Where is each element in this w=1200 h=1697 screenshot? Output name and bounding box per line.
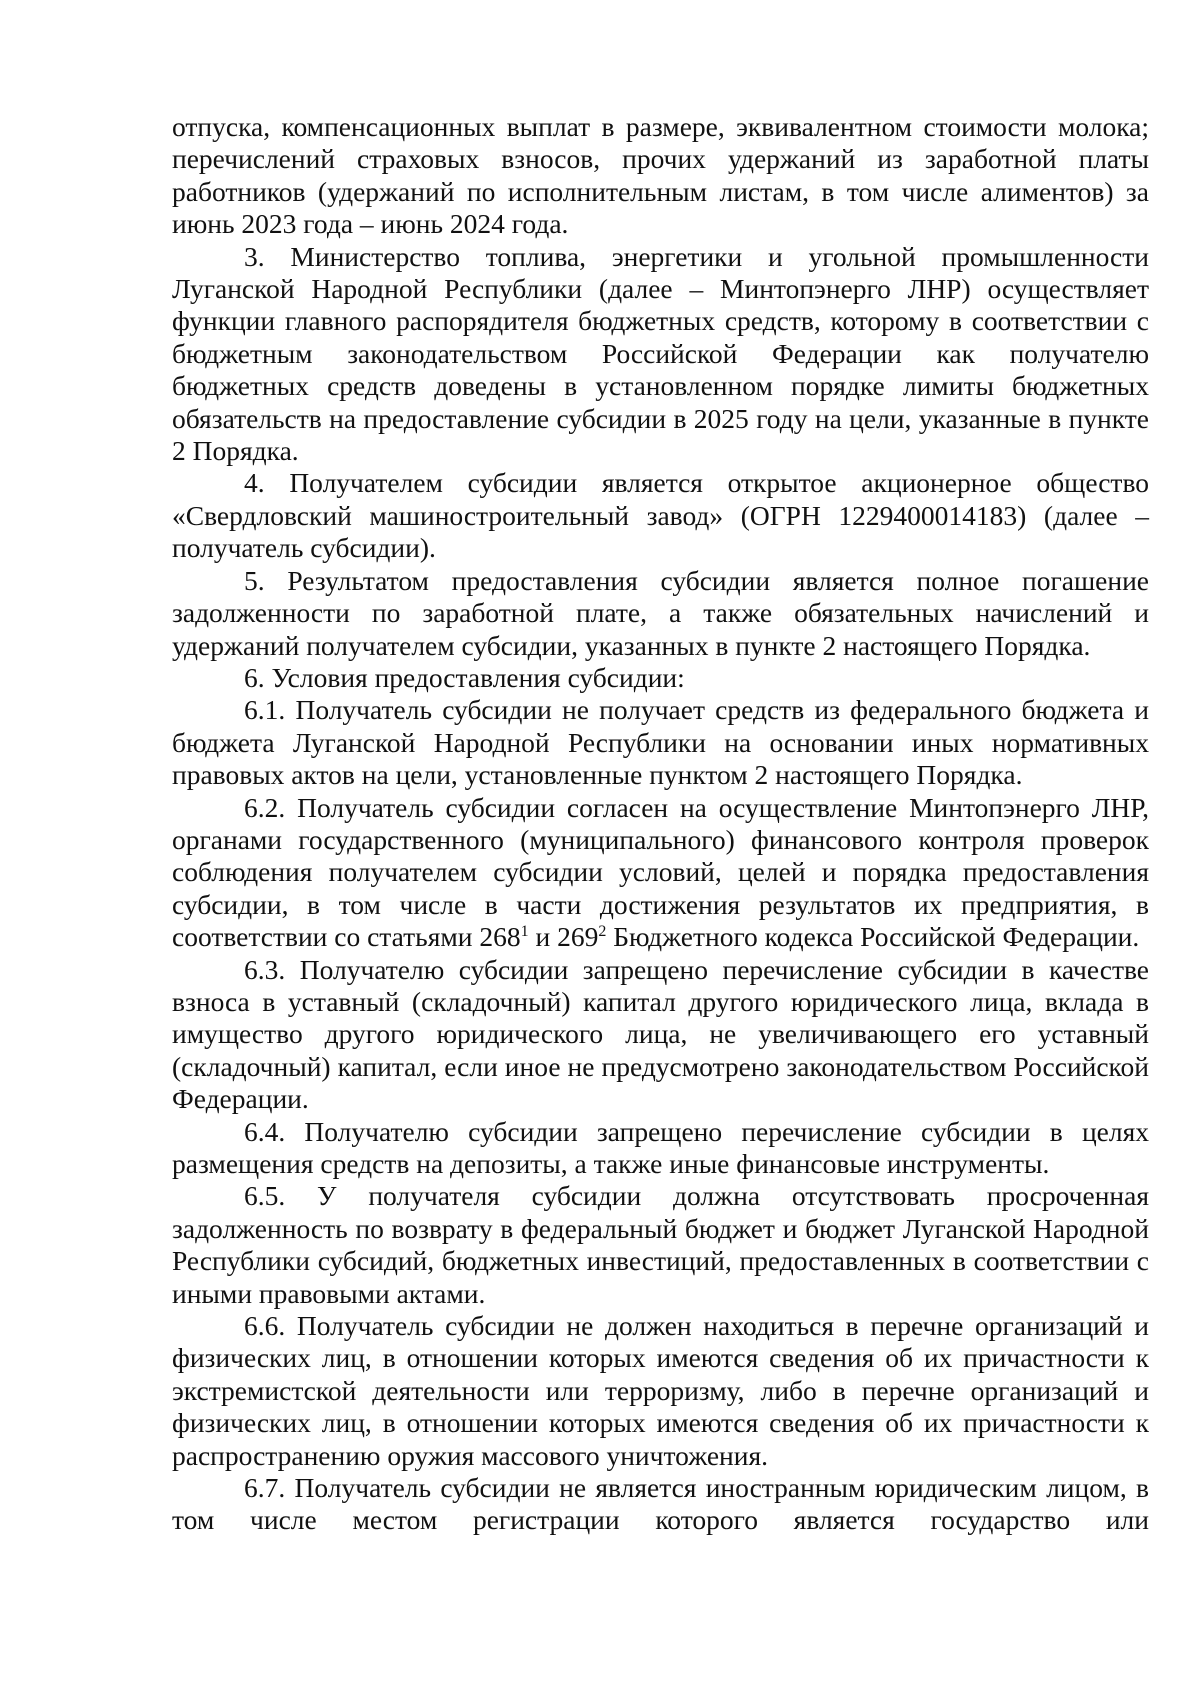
document-body [172, 111, 1149, 1537]
superscript-1: 1 [520, 923, 529, 941]
paragraph-6-6: 6.6. Получатель субсидии не должен находиться в перечне организаций и физических лиц, в отношении которых имеются сведения об их причастности к экстремистской деятельности или терроризму, либо в перечне организаций и физических лиц, в отношении которых имеются сведения об их причастности к распространению оружия массового уничтожения. [172, 1310, 1149, 1471]
paragraph-6-7: 6.7. Получатель субсидии не является иностранным юридическим лицом, в том числе местом регистрации которого является государство или [172, 1472, 1149, 1536]
paragraph-6-2-text-2: и 269 [528, 921, 599, 953]
paragraph-4: 4. Получателем субсидии является открытое акционерное общество «Свердловский машиностроительный завод» (ОГРН 1229400014183) (далее – получатель субсидии). [172, 467, 1149, 564]
paragraph-6-2-text-1: 6.2. Получатель субсидии согласен на осуществление Минтопэнерго ЛНР, органами государственного (муниципального) финансового контроля проверок соблюдения получателем субсидии условий, целей и порядка предоставления субсидии, в том числе в части достижения результатов их предприятия, в соответствии со статьями 268 [172, 791, 1149, 953]
paragraph-6-2-text-3: Бюджетного кодекса Российской Федерации. [606, 921, 1140, 953]
paragraph-6-1: 6.1. Получатель субсидии не получает средств из федерального бюджета и бюджета Луганской Народной Республики на основании иных нормативных правовых актов на цели, установленные пунктом 2 настоящего Порядка. [172, 694, 1149, 791]
paragraph-6-5: 6.5. У получателя субсидии должна отсутствовать просроченная задолженность по возврату в федеральный бюджет и бюджет Луганской Народной Республики субсидий, бюджетных инвестиций, предоставленных в соответствии с иными правовыми актами. [172, 1180, 1149, 1309]
paragraph-6-2 [172, 792, 1149, 954]
paragraph-continuation: отпуска, компенсационных выплат в размере, эквивалентном стоимости молока; перечислений страховых взносов, прочих удержаний из заработной платы работников (удержаний по исполнительным листам, в том числе алиментов) за июнь 2023 года – июнь 2024 года. [172, 111, 1149, 240]
paragraph-6-4: 6.4. Получателю субсидии запрещено перечисление субсидии в целях размещения средств на депозиты, а также иные финансовые инструменты. [172, 1115, 1149, 1179]
superscript-2: 2 [598, 923, 607, 941]
paragraph-5: 5. Результатом предоставления субсидии является полное погашение задолженности по заработной плате, а также обязательных начислений и удержаний получателем субсидии, указанных в пункте 2 настоящего Порядка. [172, 564, 1149, 661]
paragraph-6: 6. Условия предоставления субсидии: [244, 661, 685, 693]
paragraph-6-3: 6.3. Получателю субсидии запрещено перечисление субсидии в качестве взноса в уставный (складочный) капитал другого юридического лица, вклада в имущество другого юридического лица, не увеличивающего его уставный (складочный) капитал, если иное не предусмотрено законодательством Российской Федерации. [172, 953, 1149, 1115]
paragraph-3: 3. Министерство топлива, энергетики и угольной промышленности Луганской Народной Республики (далее – Минтопэнерго ЛНР) осуществляет функции главного распорядителя бюджетных средств, которому в соответствии с бюджетным законодательством Российской Федерации как получателю бюджетных средств доведены в установленном порядке лимиты бюджетных обязательств на предоставление субсидии в 2025 году на цели, указанные в пункте 2 Порядка. [172, 240, 1149, 467]
